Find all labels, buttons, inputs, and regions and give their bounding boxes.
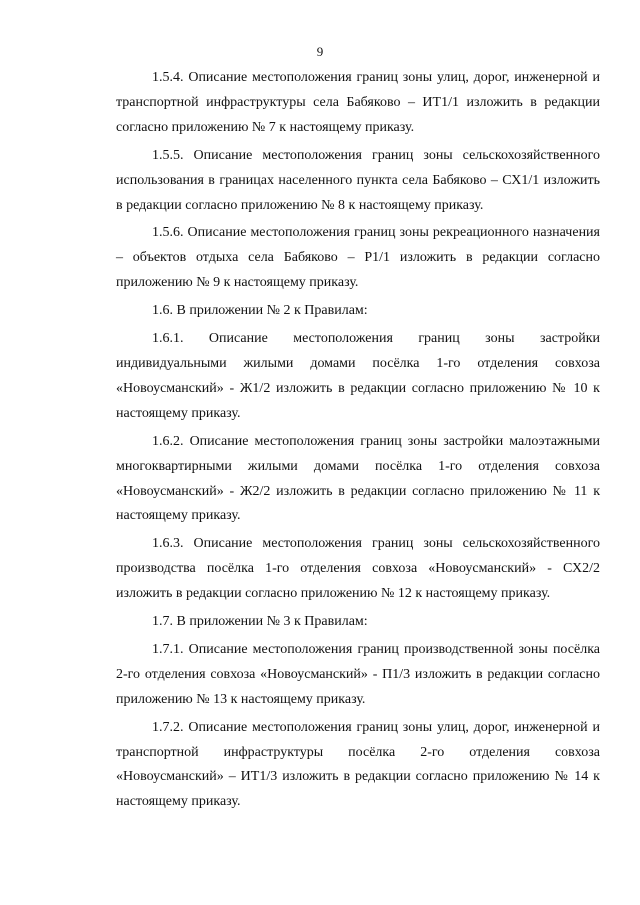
paragraph-1-7-2: 1.7.2. Описание местоположения границ зоны улиц, дорог, инженерной и транспортной инфраструктуры посёлка 2-го отделения совхоза «Новоусманский» – ИТ1/3 изложить в редакции согласно приложению № 14 к настоящему приказу. [116,719,600,810]
paragraph-1-7: 1.7. В приложении № 3 к Правилам: [152,614,368,630]
paragraph-1-5-6: 1.5.6. Описание местоположения границ зоны рекреационного назначения – объектов отдыха села Бабяково – Р1/1 изложить в редакции согласно приложению № 9 к настоящему приказу. [116,225,600,291]
paragraph-1-6: 1.6. В приложении № 2 к Правилам: [152,303,368,319]
paragraph-1-5-5: 1.5.5. Описание местоположения границ зоны сельскохозяйственного использования в границах населенного пункта села Бабяково – СХ1/1 изложить в редакции согласно приложению № 8 к настоящему приказу. [116,147,600,213]
paragraph-1-6-3: 1.6.3. Описание местоположения границ зоны сельскохозяйственного производства посёлка 1-го отделения совхоза «Новоусманский» - СХ2/2 изложить в редакции согласно приложению № 12 к настоящему приказу. [116,536,600,602]
paragraph-1-5-4: 1.5.4. Описание местоположения границ зоны улиц, дорог, инженерной и транспортной инфраструктуры села Бабяково – ИТ1/1 изложить в редакции согласно приложению № 7 к настоящему приказу. [116,70,600,135]
paragraph-1-7-1: 1.7.1. Описание местоположения границ производственной зоны посёлка 2-го отделения совхоза «Новоусманский» - П1/3 изложить в редакции согласно приложению № 13 к настоящему приказу. [116,641,600,707]
document-body [116,66,600,818]
paragraph-1-6-1: 1.6.1. Описание местоположения границ зоны застройки индивидуальными жилыми домами посёлка 1-го отделения совхоза «Новоусманский» - Ж1/2 изложить в редакции согласно приложению № 10 к настоящему приказу. [116,331,600,421]
page-number: 9 [316,44,324,59]
paragraph-1-6-2: 1.6.2. Описание местоположения границ зоны застройки малоэтажными многоквартирными жилыми домами посёлка 1-го отделения совхоза «Новоусманский» - Ж2/2 изложить в редакции согласно приложению № 11 к настоящему приказу. [116,433,600,524]
